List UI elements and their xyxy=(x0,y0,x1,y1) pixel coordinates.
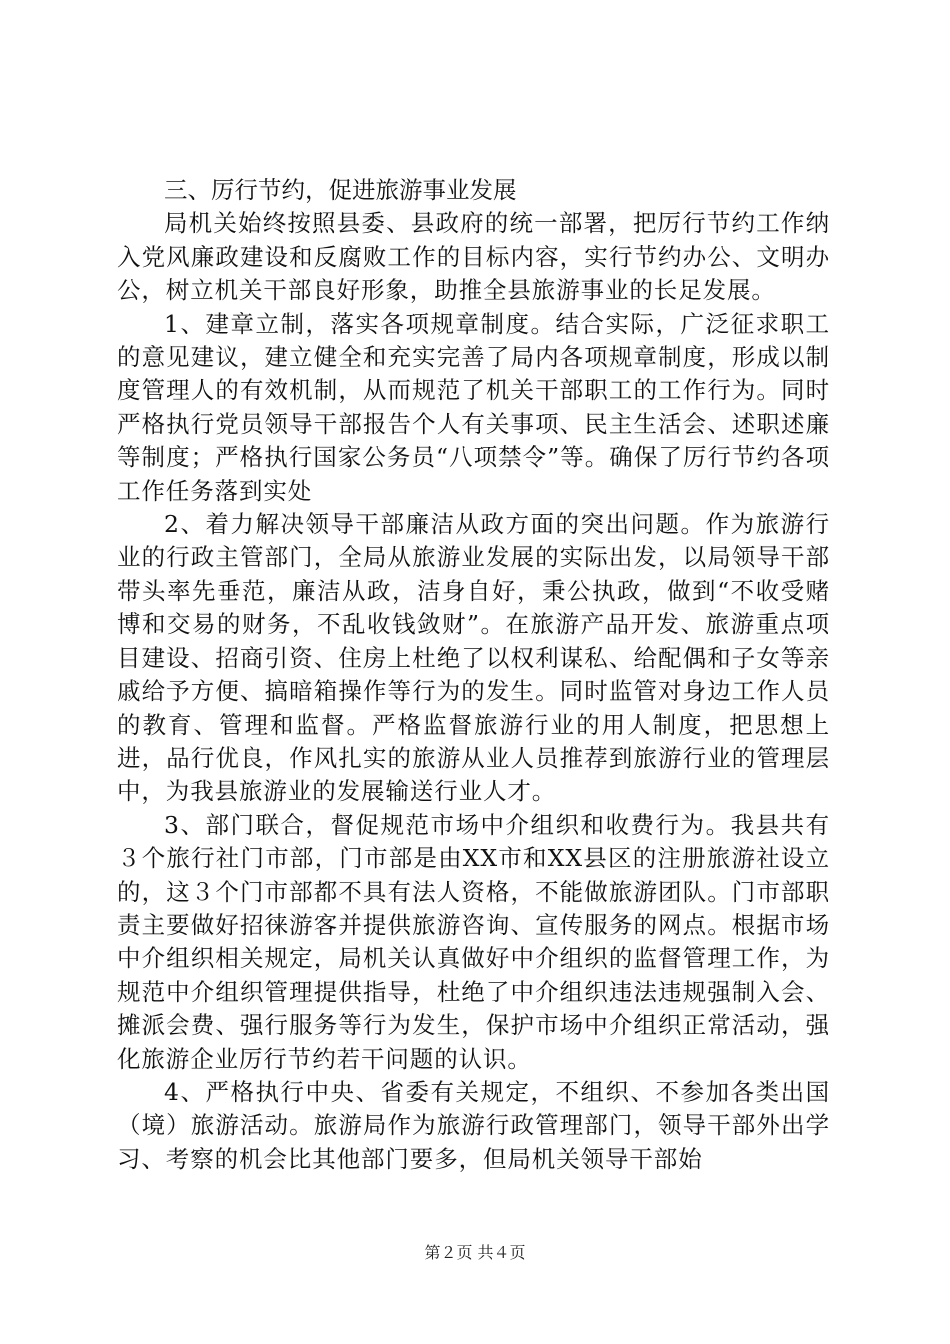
document-body xyxy=(117,174,830,1176)
page-number-footer: 第２页 共４页 xyxy=(424,1243,526,1262)
paragraph-item-4: 4、严格执行中央、省委有关规定，不组织、不参加各类出国（境）旅游活动。旅游局作为旅游行政管理部门，领导干部外出学习、考察的机会比其他部门要多，但局机关领导干部始 xyxy=(117,1077,830,1173)
paragraph-item-3: 3、部门联合，督促规范市场中介组织和收费行为。我县共有３个旅行社门市部，门市部是由XX市和XX县区的注册旅游社设立的，这３个门市部都不具有法人资格，不能做旅游团队。门市部职责主要做好招徕游客并提供旅游咨询、宣传服务的网点。根据市场中介组织相关规定，局机关认真做好中介组织的监督管理工作，为规范中介组织管理提供指导，杜绝了中介组织违法违规强制入会、摊派会费、强行服务等行为发生，保护市场中介组织正常活动，强化旅游企业厉行节约若干问题的认识。 xyxy=(117,810,830,1073)
section-heading: 三、厉行节约，促进旅游事业发展 xyxy=(164,176,517,204)
paragraph-item-2: 2、着力解决领导干部廉洁从政方面的突出问题。作为旅游行业的行政主管部门，全局从旅游业发展的实际出发，以局领导干部带头率先垂范，廉洁从政，洁身自好，秉公执政，做到“不收受赌博和交易的财务，不乱收钱敛财”。在旅游产品开发、旅游重点项目建设、招商引资、住房上杜绝了以权利谋私、给配偶和子女等亲戚给予方便、搞暗箱操作等行为的发生。同时监管对身边工作人员的教育、管理和监督。严格监督旅游行业的用人制度，把思想上进，品行优良，作风扎实的旅游从业人员推荐到旅游行业的管理层中，为我县旅游业的发展输送行业人才。 xyxy=(117,510,830,806)
paragraph-item-1: 1、建章立制，落实各项规章制度。结合实际，广泛征求职工的意见建议，建立健全和充实完善了局内各项规章制度，形成以制度管理人的有效机制，从而规范了机关干部职工的工作行为。同时严格执行党员领导干部报告个人有关事项、民主生活会、述职述廉等制度；严格执行国家公务员“八项禁令”等。确保了厉行节约各项工作任务落到实处 xyxy=(117,309,830,505)
paragraph-intro: 局机关始终按照县委、县政府的统一部署，把厉行节约工作纳入党风廉政建设和反腐败工作的目标内容，实行节约办公、文明办公，树立机关干部良好形象，助推全县旅游事业的长足发展。 xyxy=(117,209,830,305)
